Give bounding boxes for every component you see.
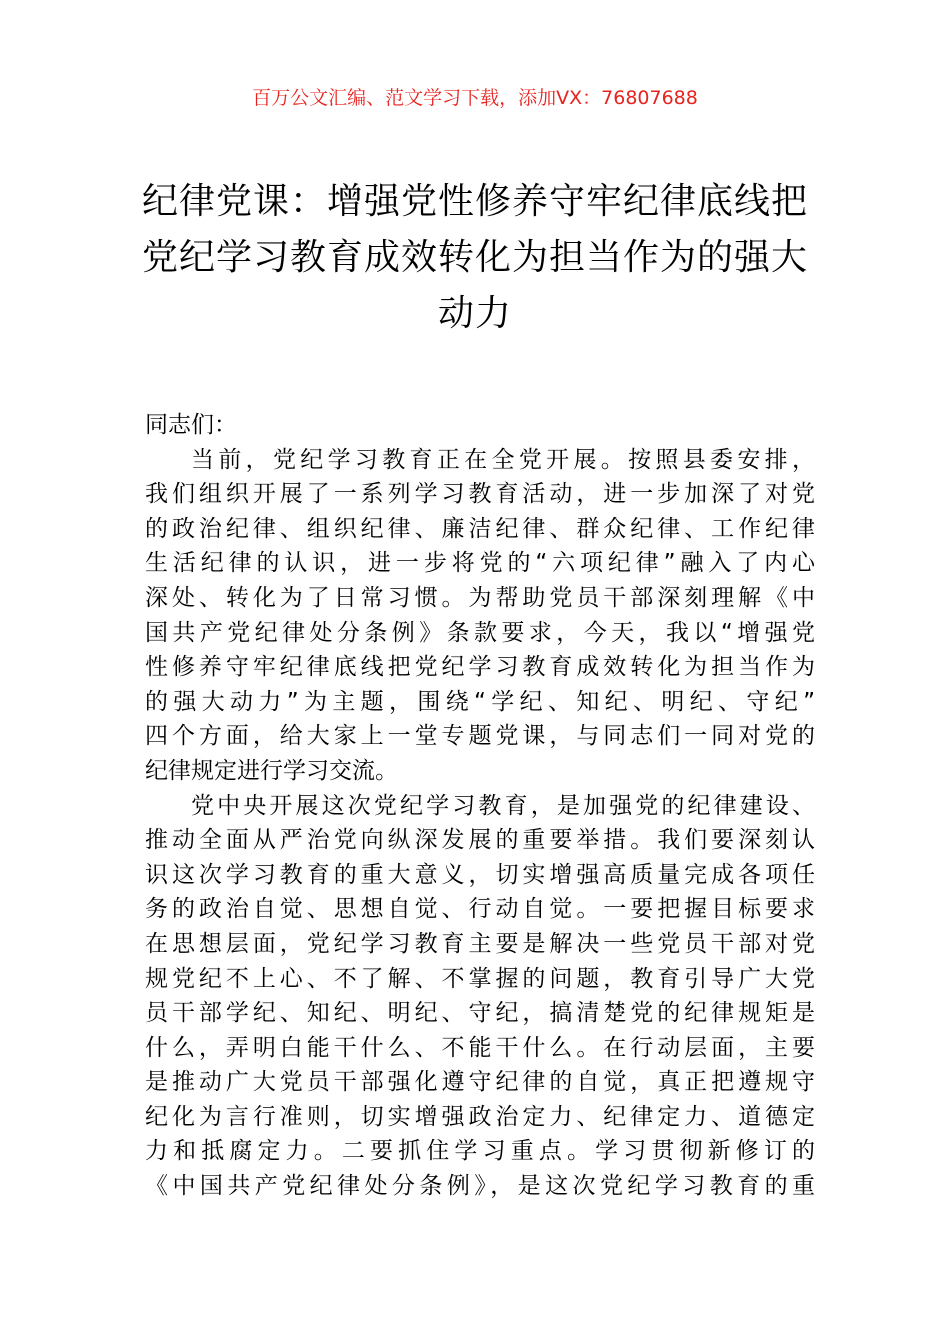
paragraph-line: 党中央开展这次党纪学习教育，是加强党的纪律建设、 (191, 792, 815, 819)
document-title (130, 174, 820, 342)
salutation (145, 408, 815, 443)
paragraph-line: 生活纪律的认识，进一步将党的“六项纪律”融入了内心 (145, 550, 815, 577)
paragraph-line: 国共产党纪律处分条例》条款要求，今天，我以“增强党 (145, 619, 815, 646)
paragraph-line: 深处、转化为了日常习惯。为帮助党员干部深刻理解《中 (145, 584, 815, 611)
paragraph-line: 力和抵腐定力。二要抓住学习重点。学习贯彻新修订的 (145, 1138, 815, 1165)
paragraph-line: 的强大动力”为主题，围绕“学纪、知纪、明纪、守纪” (145, 688, 815, 715)
document-body (145, 408, 815, 1204)
title-line: 纪律党课：增强党性修养守牢纪律底线把 (141, 181, 808, 222)
paragraph-line: 务的政治自觉、思想自觉、行动自觉。一要把握目标要求 (145, 896, 815, 923)
paragraph-line: 什么，弄明白能干什么、不能干什么。在行动层面，主要 (145, 1034, 815, 1061)
header-watermark-note: 百万公文汇编、范文学习下载，添加VX：76807688 (252, 87, 698, 109)
paragraph-line: 的政治纪律、组织纪律、廉洁纪律、群众纪律、工作纪律 (145, 515, 815, 542)
paragraph-line: 性修养守牢纪律底线把党纪学习教育成效转化为担当作为 (145, 654, 815, 681)
paragraph-line: 识这次学习教育的重大意义，切实增强高质量完成各项任 (145, 861, 815, 888)
paragraph-line: 是推动广大党员干部强化遵守纪律的自觉，真正把遵规守 (145, 1069, 815, 1096)
paragraph-line: 当前，党纪学习教育正在全党开展。按照县委安排， (191, 446, 815, 473)
paragraph-line: 纪律规定进行学习交流。 (145, 757, 398, 784)
paragraph-line: 在思想层面，党纪学习教育主要是解决一些党员干部对党 (145, 930, 815, 957)
salutation-text: 同志们： (145, 412, 237, 438)
title-line: 党纪学习教育成效转化为担当作为的强大 (141, 237, 808, 278)
paragraph-line: 推动全面从严治党向纵深发展的重要举措。我们要深刻认 (145, 827, 815, 854)
paragraph-line: 我们组织开展了一系列学习教育活动，进一步加深了对党 (145, 481, 815, 508)
paragraph-line: 纪化为言行准则，切实增强政治定力、纪律定力、道德定 (145, 1103, 815, 1130)
title-line: 动力 (437, 293, 512, 334)
paragraph-line: 《中国共产党纪律处分条例》，是这次党纪学习教育的重 (145, 1173, 815, 1200)
paragraph-1 (145, 443, 815, 789)
paragraph-line: 规党纪不上心、不了解、不掌握的问题，教育引导广大党 (145, 965, 815, 992)
paragraph-line: 员干部学纪、知纪、明纪、守纪，搞清楚党的纪律规矩是 (145, 1000, 815, 1027)
paragraph-line: 四个方面，给大家上一堂专题党课，与同志们一同对党的 (145, 723, 815, 750)
paragraph-2 (145, 789, 815, 1204)
